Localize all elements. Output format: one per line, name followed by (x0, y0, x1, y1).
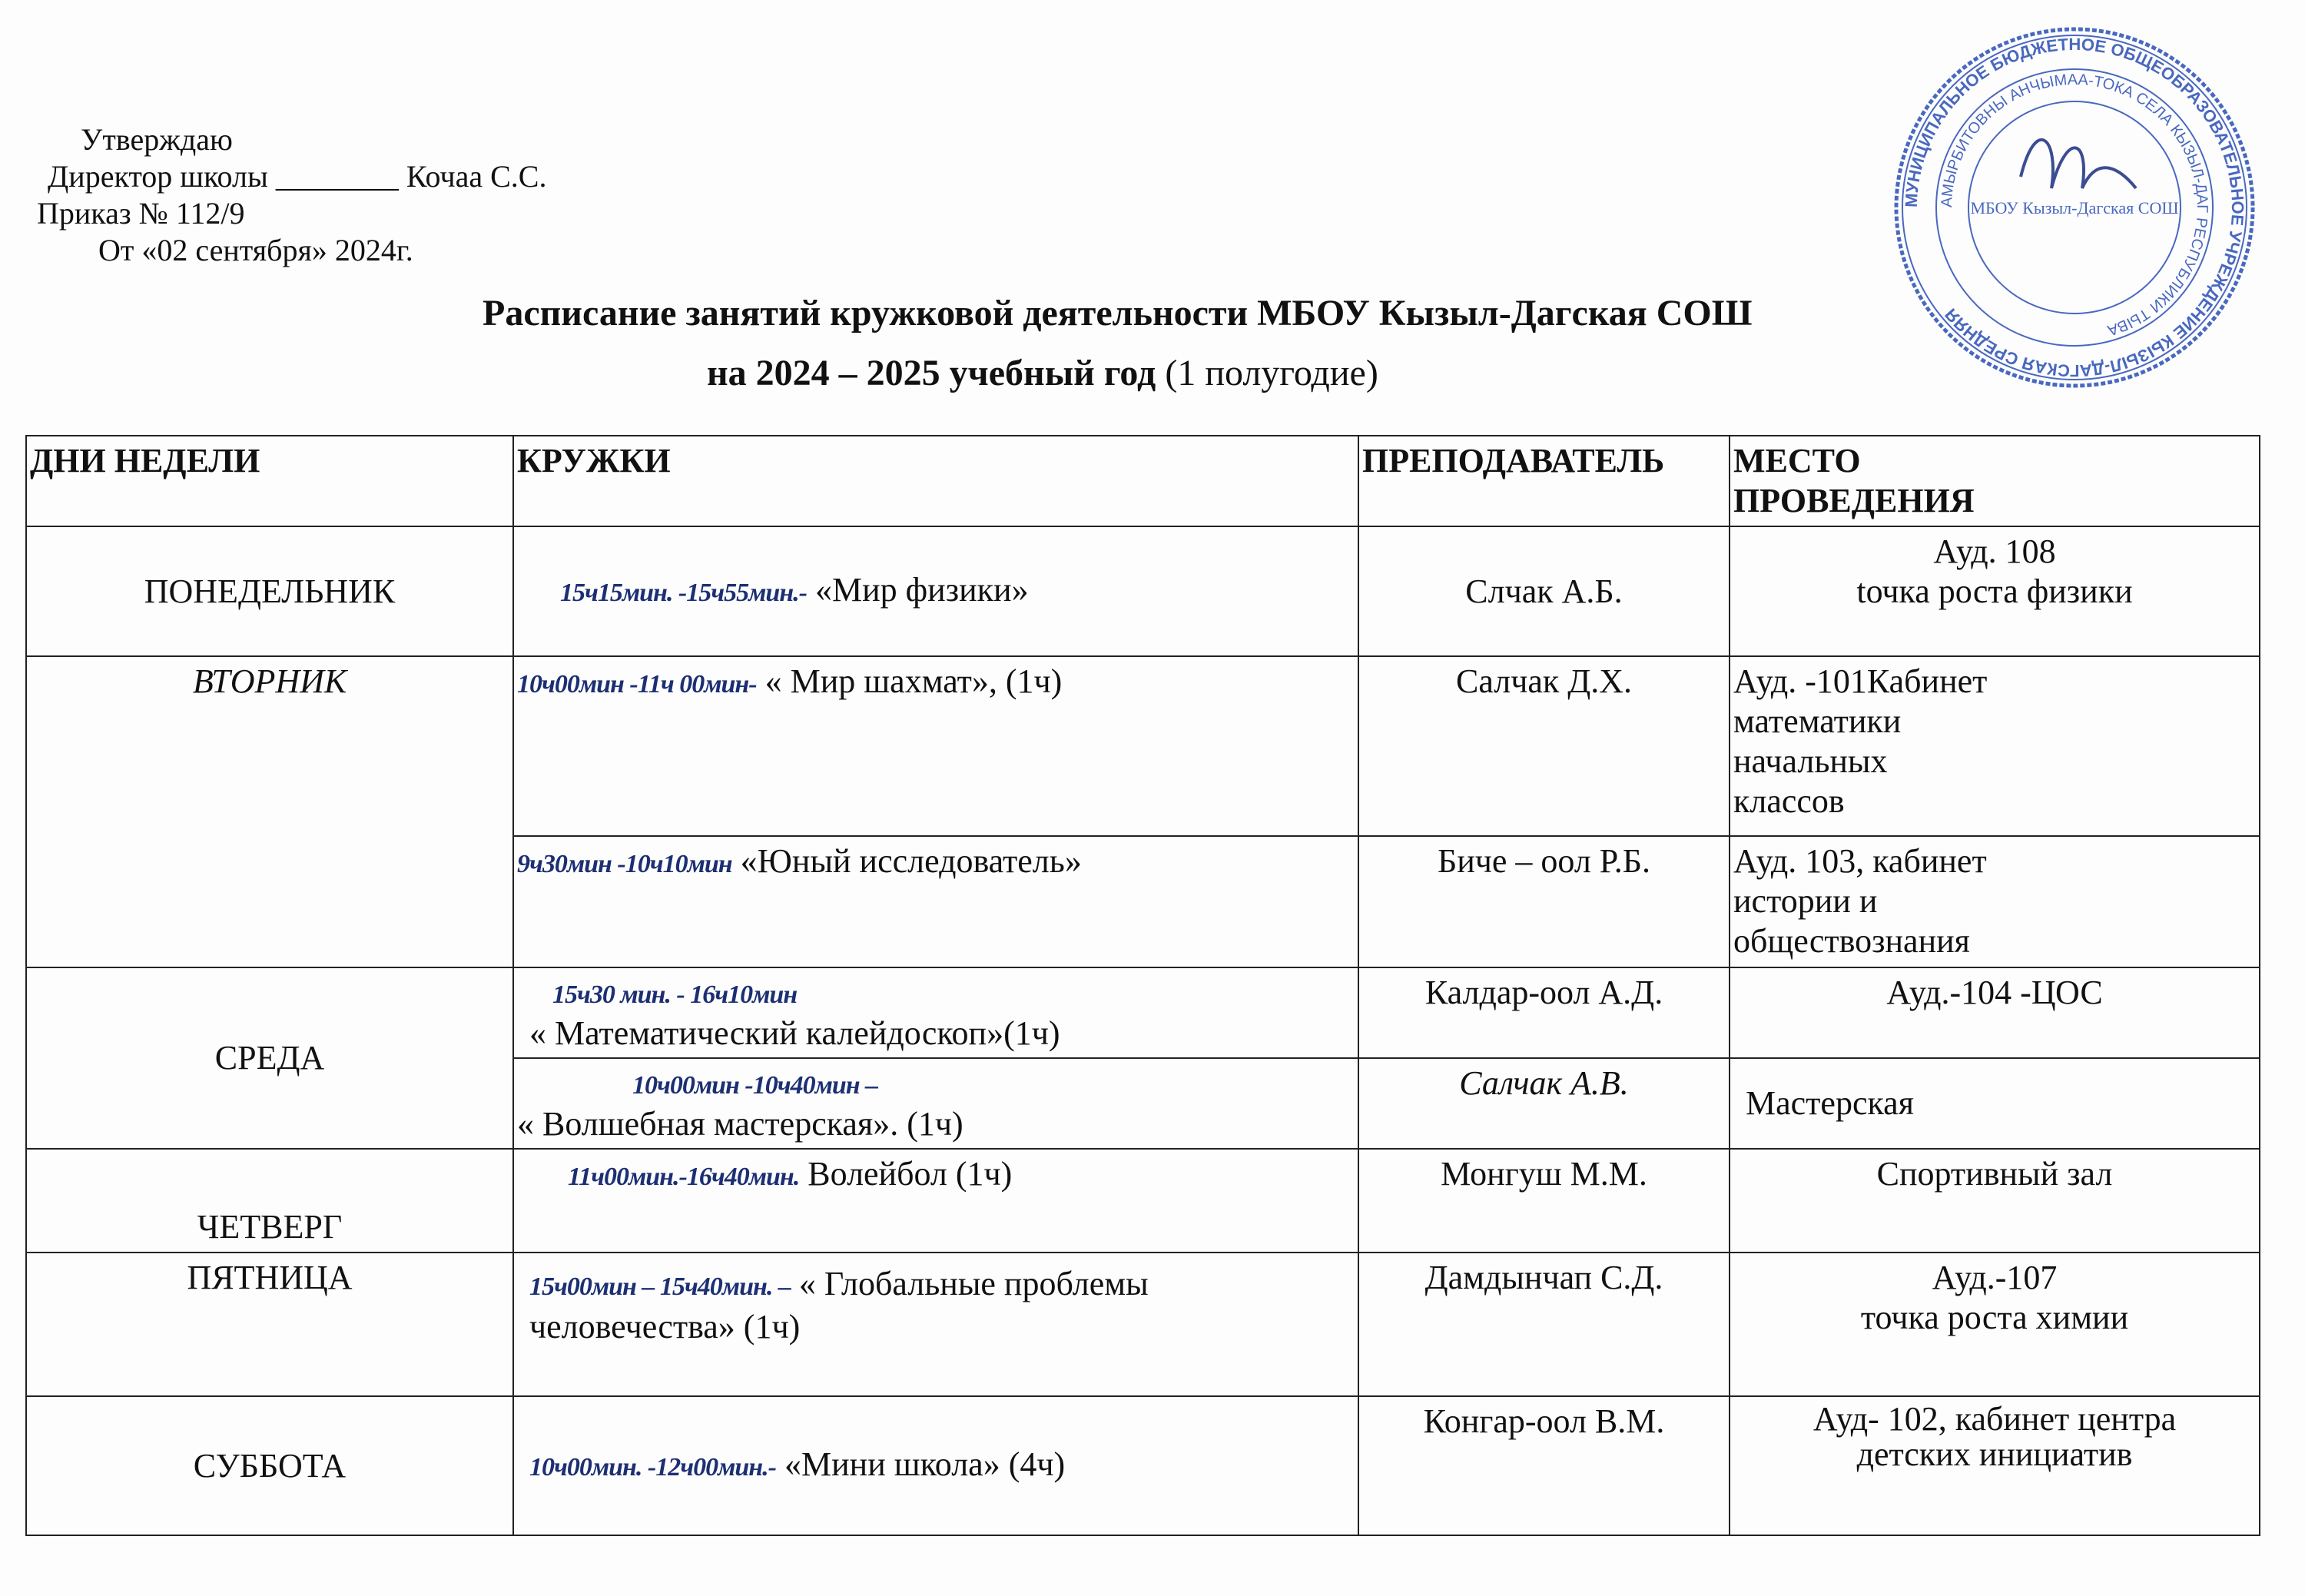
teacher-cell: Конгар-оол В.М. (1358, 1396, 1730, 1535)
subtitle-year: на 2024 – 2025 учебный год (707, 353, 1156, 393)
club-cell (513, 656, 1358, 836)
club-cell (513, 526, 1358, 656)
signature (2021, 140, 2136, 188)
teacher-cell: Салчак А.В. (1358, 1058, 1730, 1149)
header-place: МЕСТО ПРОВЕДЕНИЯ (1730, 436, 2260, 526)
header-teacher: ПРЕПОДАВАТЕЛЬ (1358, 436, 1730, 526)
teacher-cell: Салчак Д.Х. (1358, 656, 1730, 836)
club-name: « Математический калейдоскоп»(1ч) (529, 1014, 1060, 1052)
schedule-table (25, 435, 2260, 1536)
club-cell (513, 1396, 1358, 1535)
place-cell: Ауд.-104 -ЦОС (1730, 967, 2260, 1058)
club-time: 10ч00мин -10ч40мин – (632, 1071, 878, 1100)
approval-line-order: Приказ № 112/9 (37, 196, 245, 231)
day-cell: ПЯТНИЦА (26, 1253, 513, 1396)
teacher-cell: Слчак А.Б. (1358, 526, 1730, 656)
club-name: « Мир шахмат», (1ч) (756, 662, 1063, 700)
day-cell: ВТОРНИК (26, 656, 513, 967)
club-name: «Юный исследователь» (731, 842, 1082, 880)
table-row (26, 1149, 2260, 1253)
place-cell: Ауд. -101Кабинет математики начальных классов (1730, 656, 2260, 836)
day-cell: ЧЕТВЕРГ (26, 1149, 513, 1253)
club-cell (513, 967, 1358, 1058)
club-time: 9ч30мин -10ч10мин (517, 850, 732, 878)
club-cell (513, 836, 1358, 967)
stamp-outer-text: МУНИЦИПАЛЬНОЕ БЮДЖЕТНОЕ ОБЩЕОБРАЗОВАТЕЛЬНОЕ УЧРЕЖДЕНИЕ КЫЗЫЛ-ДАГСКАЯ СРЕДНЯЯ (1901, 34, 2248, 381)
club-time: 15ч00мин – 15ч40мин. – (529, 1272, 791, 1301)
table-header-row (26, 436, 2260, 526)
document-subtitle (707, 352, 1378, 394)
stamp-center-text: МБОУ Кызыл-Дагская СОШ (1970, 198, 2179, 217)
place-cell: Ауд. 108 tочка роста физики (1730, 526, 2260, 656)
subtitle-term: (1 полугодие) (1156, 353, 1378, 393)
teacher-cell: Биче – оол Р.Б. (1358, 836, 1730, 967)
club-cell (513, 1058, 1358, 1149)
club-name: «Мир физики» (807, 570, 1029, 609)
day-cell: СРЕДА (26, 967, 513, 1149)
school-stamp (1890, 23, 2259, 392)
club-cell (513, 1149, 1358, 1253)
club-time: 11ч00мин.-16ч40мин. (568, 1163, 800, 1191)
club-time: 10ч00мин -11ч 00мин- (517, 670, 757, 698)
table-row (26, 526, 2260, 656)
place-cell: Спортивный зал (1730, 1149, 2260, 1253)
club-time: 10ч00мин. -12ч00мин.- (529, 1452, 776, 1482)
place-cell: Ауд.-107 точка роста химии (1730, 1253, 2260, 1396)
club-name: Волейбол (1ч) (799, 1155, 1013, 1193)
place-cell: Ауд- 102, кабинет центра детских инициатив (1730, 1396, 2260, 1535)
club-time: 15ч30 мин. - 16ч10мин (552, 980, 798, 1009)
club-time: 15ч15мин. -15ч55мин.- (560, 578, 807, 607)
header-days: ДНИ НЕДЕЛИ (26, 436, 513, 526)
table-row (26, 1253, 2260, 1396)
approval-line-date: От «02 сентября» 2024г. (98, 233, 413, 267)
approval-line-approve: Утверждаю (81, 122, 233, 157)
place-cell: Ауд. 103, кабинет истории и обществознания (1730, 836, 2260, 967)
table-row (26, 656, 2260, 836)
day-cell: ПОНЕДЕЛЬНИК (26, 526, 513, 656)
club-name: « Глобальные проблемы человечества» (1ч) (529, 1265, 1149, 1345)
teacher-cell: Дамдынчап С.Д. (1358, 1253, 1730, 1396)
table-row (26, 1396, 2260, 1535)
day-cell: СУББОТА (26, 1396, 513, 1535)
table-row (26, 967, 2260, 1058)
header-clubs: КРУЖКИ (513, 436, 1358, 526)
teacher-cell: Монгуш М.М. (1358, 1149, 1730, 1253)
teacher-cell: Калдар-оол А.Д. (1358, 967, 1730, 1058)
place-cell: Мастерская (1730, 1058, 2260, 1149)
club-cell (513, 1253, 1358, 1396)
club-name: «Мини школа» (4ч) (776, 1445, 1066, 1483)
document-title: Расписание занятий кружковой деятельности МБОУ Кызыл-Дагская СОШ (483, 293, 1753, 333)
approval-line-director: Директор школы ________ Кочаа С.С. (48, 159, 547, 194)
stamp-inner-text: АМЫРБИТОВНЫ АНЧЫМАА-ТОКА СЕЛА КЫЗЫЛ-ДАГ РЕСПУБЛИКИ ТЫВА (1938, 71, 2211, 339)
club-name: « Волшебная мастерская». (1ч) (517, 1105, 963, 1143)
